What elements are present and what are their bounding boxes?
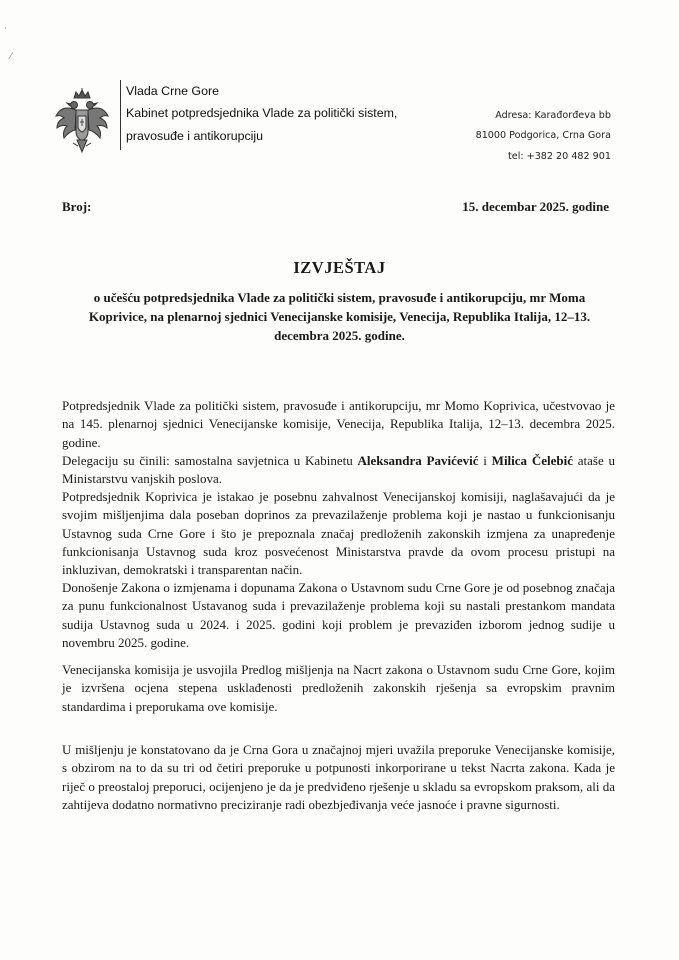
delegation-text-conjunction: i: [478, 453, 492, 468]
document-title: IZVJEŠTAJ: [293, 258, 386, 277]
document-date: 15. decembar 2025. godine: [462, 199, 609, 214]
paragraph-commission-opinion: Venecijanska komisija je usvojila Predlog mišljenja na Nacrt zakona o Ustavnom sudu Crne Gore, kojim je izvršena ocjena stepena usklađenosti predloženih zakonskih rješenja sa evropskim pravnim standardima i preporukama ove komisije.: [62, 662, 615, 714]
scan-artifact-mark: ·: [4, 24, 7, 34]
address-street: Adresa: Karađorđeva bb: [495, 110, 611, 121]
address-city: 81000 Podgorica, Crna Gora: [475, 130, 611, 141]
delegation-member-2: Milica Čelebić: [491, 453, 573, 468]
cabinet-name-line1: Kabinet potpredsjednika Vlade za politički sistem,: [126, 106, 398, 120]
document-subtitle: o učešću potpredsjednika Vlade za politički sistem, pravosuđe i antikorupciju, mr Moma Koprivice, na plenarnoj sjednici Venecijanske komisije, Venecija, Republika Italija, 12–13. decembra 2025. godine.: [88, 290, 591, 343]
cabinet-name-line2: pravosuđe i antikorupciju: [126, 129, 264, 143]
header-divider: [120, 80, 121, 150]
delegation-text-start: Delegaciju su činili: samostalna savjetnica u Kabinetu: [62, 453, 358, 468]
paragraph-participation: Potpredsjednik Vlade za politički sistem, pravosuđe i antikorupciju, mr Momo Koprivica, učestvovao je na 145. plenarnoj sjednici Venecijanske komisije, Venecija, Republika Italija, 12–13. decembra 2025. godine.: [62, 398, 615, 450]
delegation-member-1: Aleksandra Pavićević: [357, 453, 479, 468]
paragraph-law-amendments: Donošenje Zakona o izmjenama i dopunama Zakona o Ustavnom sudu Crne Gore je od posebnog značaja za punu funkcionalnost Ustavanog suda i prevazilaženje problema koji su nastali prestankom mandata sudija Ustavnog suda u 2024. i 2025. godini koji problem je prevaziđen izborom jednog sudije u novembru 2025. godine.: [62, 580, 615, 650]
scan-artifact-mark: ⁄: [10, 52, 12, 62]
paragraph-gratitude: Potpredsjednik Koprivica je istakao je posebnu zahvalnost Venecijanskoj komisiji, naglašavajući da je svojim mišljenjima dala poseban doprinos za prevazilaženje problema koji je nastao u funkcionisanju Ustavnog suda Crne Gore i što je prepoznala značaj predloženih zakonskih izmjena za unapređenje funkcionisanja Ustavnog suda kroz posvećenost Ministarstva pravde da ovom procesu pristupi na inkluzivan, demokratski i transparentan način.: [62, 489, 615, 578]
paragraph-delegation: [62, 452, 615, 489]
document-number-label: Broj:: [62, 199, 92, 214]
paragraph-opinion-findings: U mišljenju je konstatovano da je Crna Gora u značajnoj mjeri uvažila preporuke Venecijanske komisije, s obzirom na to da su tri od četiri preporuke u potpunosti inkorporirane u tekst Nacrta zakona. Kada je riječ o preostaloj preporuci, ocijenjeno je da je predviđeno rješenje u skladu sa evropskom praksom, ali da zahtijeva dodatno normativno preciziranje radi obezbjeđivanja veće jasnoće i pravne sigurnosti.: [62, 742, 615, 812]
montenegro-coat-of-arms-icon: [54, 88, 110, 158]
delegation-text-end: ataše u Ministarstvu vanjskih poslova.: [62, 453, 615, 487]
phone-number: tel: +382 20 482 901: [508, 151, 611, 162]
institution-name: Vlada Crne Gore: [126, 84, 219, 98]
